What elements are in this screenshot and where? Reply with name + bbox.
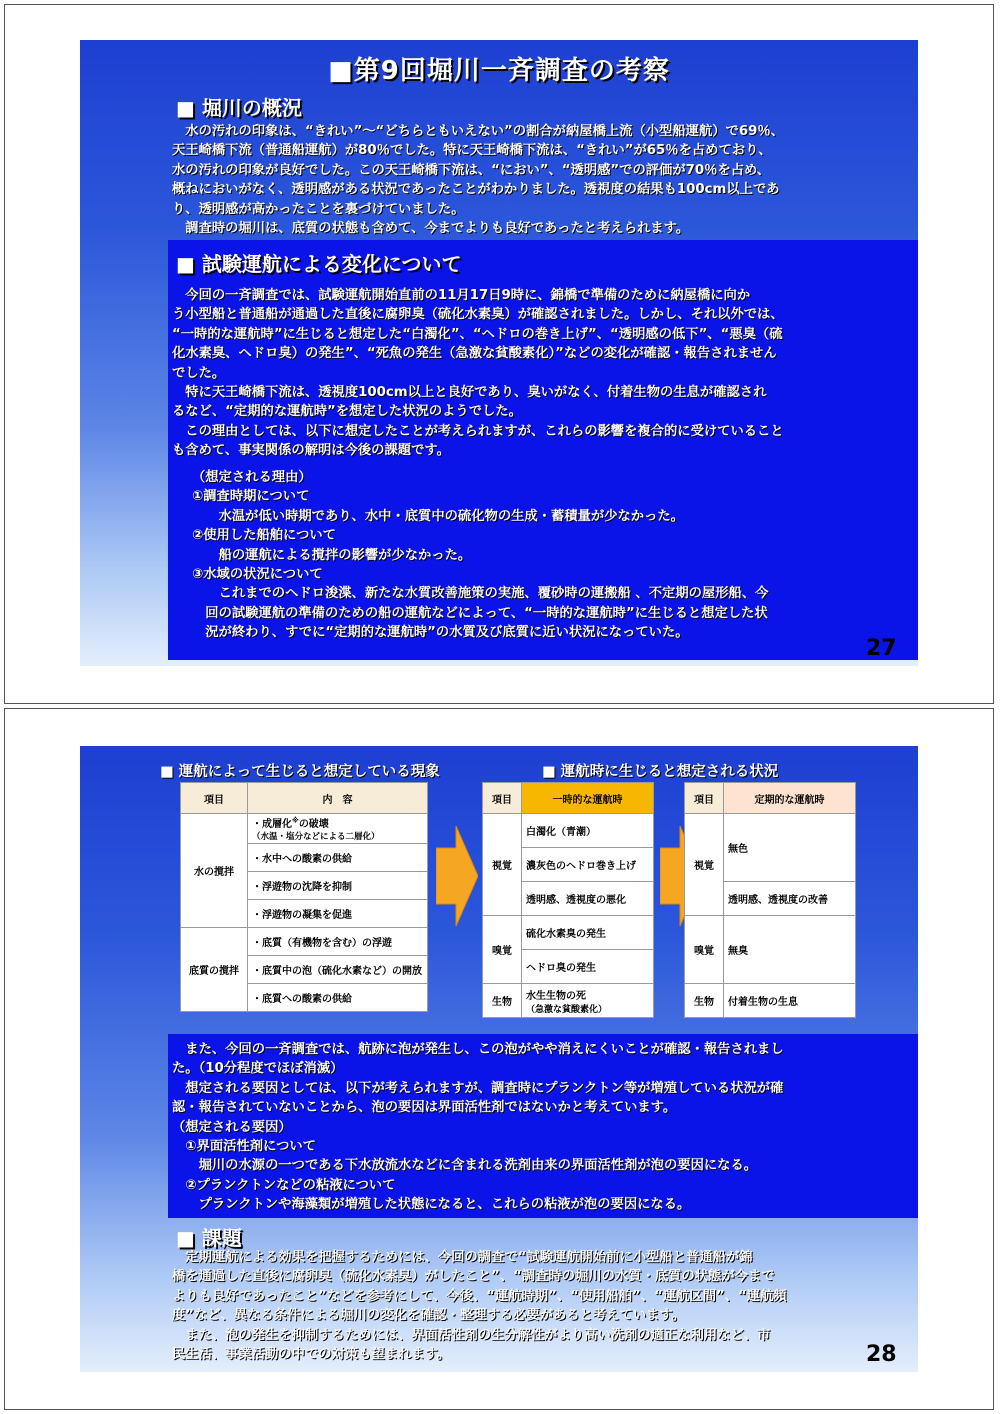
overview-text: 水の汚れの印象は、“きれい”～“どちらともいえない”の割合が納屋橋上流（小型船運航）で69％、 天王崎橋下流（普通船運航）が80％でした。特に天王崎橋下流は、“きれい”が65％を占めており、 水の汚れの印象が良好でした。この天王崎橋下流は、“におい”、“透明感”での評価が70％を占め、 概ねにおいがなく、透明感がある状況であったことがわかりました。透視度の結果も100cm以上であ り、透明感が高かったことを裏づけていました。 調査時の堀川は、底質の状態も含めて、今までよりも良好であったと考えられます。: [172, 124, 784, 237]
foam-text: また、今回の一斉調査では、航跡に泡が発生し、この泡がやや消えにくいことが確認・報告されまし た。（10分程度でほぼ消滅） 想定される要因としては、以下が考えられますが、調査時にプランクトン等が増殖している状況が確 認・報告されていないことから、泡の要因は界面活性剤ではないかと考えています。 （想定される要因） ①界面活性剤について 堀川の水源の一つである下水放流水などに含まれる洗剤由来の界面活性剤が泡の要因になる。 ②プランクトンなどの粘液について プランクトンや海藻類が増殖した状態になると、これらの粘液が泡の要因になる。: [172, 1042, 784, 1213]
table1-group-sediment: 底質の撹拌: [181, 928, 248, 1012]
table3-sight: 視覚: [685, 814, 724, 916]
table2-header-temporary: 一時的な運航時: [522, 783, 654, 814]
conditions-heading: ■ 運航時に生じると想定される状況: [542, 764, 779, 780]
arrow-right-icon: [436, 826, 478, 926]
table1-group-water: 水の撹拌: [181, 814, 248, 928]
phenomena-heading: ■ 運航によって生じると想定している現象: [160, 764, 440, 780]
table1-row-suspension: ・底質（有機物を含む）の浮遊: [248, 928, 428, 956]
phenomena-table: [180, 782, 428, 1012]
table2-cell-whitening: 白濁化（青潮）: [522, 814, 654, 848]
table2-cell-h2s: 硫化水素臭の発生: [522, 916, 654, 950]
table3-smell: 嗅覚: [685, 916, 724, 984]
table1-row-stratification: ・成層化※の破壊 （水温・塩分などによる二層化）: [248, 814, 428, 844]
table1-row-sedimentation: ・浮遊物の沈降を抑制: [248, 872, 428, 900]
table3-cell-colorless: 無色: [724, 814, 856, 882]
table2-cell-sludge-smell: ヘドロ臭の発生: [522, 950, 654, 984]
table2-header-item: 項目: [483, 783, 522, 814]
table1-header-content: 内 容: [248, 783, 428, 814]
slide-28: [80, 746, 918, 1372]
table3-cell-transparency: 透明感、透視度の改善: [724, 882, 856, 916]
table2-smell: 嗅覚: [483, 916, 522, 984]
table2-bio: 生物: [483, 984, 522, 1018]
table2-cell-transparency: 透明感、透視度の悪化: [522, 882, 654, 916]
section-heading-trial: ■ 試験運航による変化について: [176, 252, 462, 276]
table2-cell-sludge: 濃灰色のヘドロ巻き上げ: [522, 848, 654, 882]
slide-27: [80, 40, 918, 666]
table3-cell-organisms: 付着生物の生息: [724, 984, 856, 1018]
table1-header-item: 項目: [181, 783, 248, 814]
trial-text: 今回の一斉調査では、試験運航開始直前の11月17日9時に、錦橋で準備のために納屋橋に向か う小型船と普通船が通過した直後に腐卵臭（硫化水素臭）が確認されました。しかし、それ以外では、 “一時的な運航時”に生じると想定した“白濁化”、“ヘドロの巻き上げ”、“透明感の低下”、“悪臭（硫 化水素臭、ヘドロ臭）の発生”、“死魚の発生（急激な貧酸素化）”などの変化が確認・報告されません でした。 特に天王崎橋下流は、透視度100cm以上と良好であり、臭いがなく、付着生物の生息が確認され るなど、“定期的な運航時”を想定した状況のようでした。 この理由としては、以下に想定したことが考えられますが、これらの影響を複合的に受けていること も含めて、事実関係の解明は今後の課題です。: [172, 288, 784, 459]
issues-text: 定期運航による効果を把握するためには、今回の調査で“試験運航開始前に小型船と普通船が錦 橋を通過した直後に腐卵臭（硫化水素臭）がしたこと”、“調査時の堀川の水質・底質の状態が今まで よりも良好であったこと”などを参考にして、今後、“運航時期”、“使用船舶”、“運航区間”、“運航頻 度”など、異なる条件による堀川の変化を確認・整理する必要があると考えています。 また、泡の発生を抑制するためには、界面活性剤の生分解性がより高い洗剤の適正な利用など、市 民生活、事業活動の中での対策も望まれます。: [172, 1250, 787, 1363]
table1-row-aggregation: ・浮遊物の凝集を促進: [248, 900, 428, 928]
table3-cell-odorless: 無臭: [724, 916, 856, 984]
table3-bio: 生物: [685, 984, 724, 1018]
table1-row-gas-release: ・底質中の泡（硫化水素など）の開放: [248, 956, 428, 984]
table3-header-item: 項目: [685, 783, 724, 814]
table3-header-regular: 定期的な運航時: [724, 783, 856, 814]
table2-cell-death: 水生生物の死 （急激な貧酸素化）: [522, 984, 654, 1018]
table1-row-oxygen: ・水中への酸素の供給: [248, 844, 428, 872]
section-heading-overview: ■ 堀川の概況: [176, 96, 302, 120]
table2-sight: 視覚: [483, 814, 522, 916]
issues-heading: ■ 課題: [176, 1226, 242, 1250]
temporary-operation-table: [482, 782, 654, 1018]
regular-operation-table: [684, 782, 856, 1018]
page-number-27: 27: [866, 636, 897, 661]
reasons-text: （想定される理由） ①調査時期について 水温が低い時期であり、水中・底質中の硫化物の生成・蓄積量が少なかった。 ②使用した船舶について 船の運航による撹拌の影響が少なかった。 ③水域の状況について これまでのヘドロ浚渫、新たな水質改善施策の実施、覆砂時の運搬船 、不定期の屋形船、今 回の試験運航の準備のための船の運航などによって、“一時的な運航時”に生じると想定した状 況が終わり、すでに“定期的な運航時”の水質及び底質に近い状況になっていた。: [192, 470, 769, 641]
page-number-28: 28: [866, 1342, 897, 1367]
table1-row-sediment-oxygen: ・底質への酸素の供給: [248, 984, 428, 1012]
slide-title: ■第9回堀川一斉調査の考察: [328, 56, 670, 86]
